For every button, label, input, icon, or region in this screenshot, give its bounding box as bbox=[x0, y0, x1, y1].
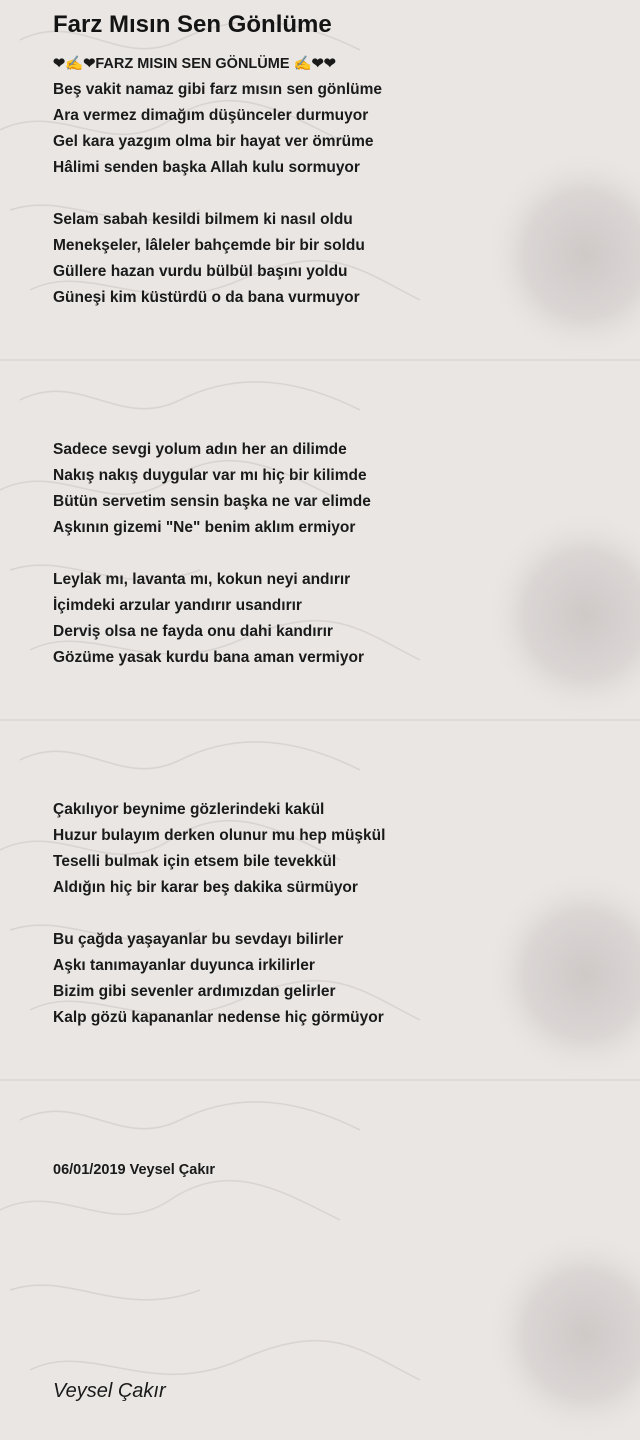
poem-line: Sadece sevgi yolum adın her an dilimde bbox=[53, 441, 347, 458]
poem-line: Aşkı tanımayanlar duyunca irkilirler bbox=[53, 957, 315, 974]
poem-line: Aşkının gizemi "Ne" benim aklım ermiyor bbox=[53, 519, 356, 536]
poem-line: Gel kara yazgım olma bir hayat ver ömrüme bbox=[53, 133, 374, 150]
poem-line: Çakılıyor beynime gözlerindeki kakül bbox=[53, 801, 325, 818]
poem-line: İçimdeki arzular yandırır usandırır bbox=[53, 597, 302, 614]
poem-line: Bizim gibi sevenler ardımızdan gelirler bbox=[53, 983, 336, 1000]
poem-line: Selam sabah kesildi bilmem ki nasıl oldu bbox=[53, 211, 353, 228]
author-signature: Veysel Çakır bbox=[53, 1380, 166, 1402]
poem-line: Derviş olsa ne fayda onu dahi kandırır bbox=[53, 623, 333, 640]
poem-line: Güllere hazan vurdu bülbül başını yoldu bbox=[53, 263, 348, 280]
poem-date-author: 06/01/2019 Veysel Çakır bbox=[53, 1162, 216, 1178]
poem-line: Bütün servetim sensin başka ne var elimde bbox=[53, 493, 371, 510]
poem-line: Beş vakit namaz gibi farz mısın sen gönlüme bbox=[53, 81, 383, 98]
poem-line: Bu çağda yaşayanlar bu sevdayı bilirler bbox=[53, 931, 344, 948]
poem-line: Aldığın hiç bir karar beş dakika sürmüyor bbox=[53, 879, 358, 896]
poem-line: Kalp gözü kapananlar nedense hiç görmüyor bbox=[53, 1009, 384, 1026]
poem-line: Nakış nakış duygular var mı hiç bir kilimde bbox=[53, 467, 367, 484]
poem-line: Teselli bulmak için etsem bile tevekkül bbox=[53, 853, 337, 870]
poem-line: Huzur bulayım derken olunur mu hep müşkül bbox=[53, 827, 386, 844]
poem-line: Gözüme yasak kurdu bana aman vermiyor bbox=[53, 649, 364, 666]
poem-line: Hâlimi senden başka Allah kulu sormuyor bbox=[53, 159, 360, 176]
poem-line: Menekşeler, lâleler bahçemde bir bir soldu bbox=[53, 237, 365, 254]
poem-line: Ara vermez dimağım düşünceler durmuyor bbox=[53, 107, 369, 124]
poem-heading-line: ❤✍️❤FARZ MISIN SEN GÖNLÜME ✍️❤❤ bbox=[53, 56, 336, 72]
poem-line: Güneşi kim küstürdü o da bana vurmuyor bbox=[53, 289, 360, 306]
poem-title: Farz Mısın Sen Gönlüme bbox=[53, 11, 332, 38]
poem-line: Leylak mı, lavanta mı, kokun neyi andırır bbox=[53, 571, 351, 588]
